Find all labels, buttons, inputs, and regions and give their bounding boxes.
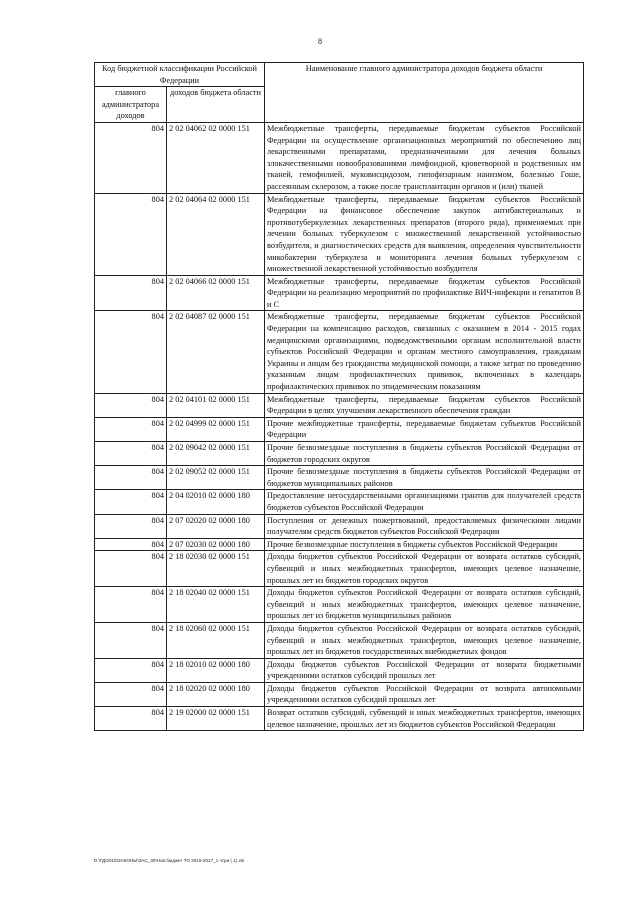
table-row	[95, 311, 584, 393]
admin-code-cell: 804	[95, 193, 167, 275]
income-code-cell: 2 02 04999 02 0000 151	[167, 417, 265, 441]
income-name-cell: Прочие безвозмездные поступления в бюджеты субъектов Российской Федерации	[265, 538, 584, 551]
admin-code-cell: 804	[95, 538, 167, 551]
table-row	[95, 622, 584, 658]
budget-classification-header: Код бюджетной классификации Российской Федерации	[95, 63, 265, 87]
table-row	[95, 587, 584, 623]
income-code-cell: 2 04 02010 02 0000 180	[167, 490, 265, 514]
income-name-cell: Возврат остатков субсидий, субвенций и иных межбюджетных трансфертов, имеющих целевое назначение, прошлых лет из бюджетов субъектов Российской Федерации	[265, 707, 584, 731]
admin-code-cell: 804	[95, 393, 167, 417]
page-number: 8	[318, 37, 322, 46]
income-name-cell: Межбюджетные трансферты, передаваемые бюджетам субъектов Российской Федерации на компенсацию расходов, связанных с оказанием в 2014 - 2015 годах медицинскими организациями, подведомственными органам исполнительной власти субъектов Российской Федерации и органам местного самоуправления, гражданам Украины и лицам без гражданства медицинской помощи, а также затрат по проведению указанным лицам профилактических прививок, включенных в календарь профилактических прививок по эпидемическим показаниям	[265, 311, 584, 393]
admin-code-cell: 804	[95, 587, 167, 623]
table-row	[95, 122, 584, 193]
admin-code-cell: 804	[95, 417, 167, 441]
admin-code-cell: 804	[95, 551, 167, 587]
income-sources-table	[94, 62, 584, 731]
table-row	[95, 707, 584, 731]
income-code-cell: 2 02 04066 02 0000 151	[167, 275, 265, 311]
income-code-cell: 2 07 02020 02 0000 180	[167, 514, 265, 538]
income-name-cell: Межбюджетные трансферты, передаваемые бюджетам субъектов Российской Федерации на финансовое обеспечение закупок антибактериальных и противотуберкулезных лекарственных препаратов (второго ряда), применяемых при лечении больных туберкулезом с множественной лекарственной устойчивостью возбудителя, и диагностических средств для выявления, определения чувствительности микобактерии туберкулеза и мониторинга лечения больных туберкулезом с множественной лекарственной устойчивостью возбудителя	[265, 193, 584, 275]
income-name-cell: Прочие безвозмездные поступления в бюджеты субъектов Российской Федерации от бюджетов городских округов	[265, 442, 584, 466]
table-row	[95, 275, 584, 311]
income-code-cell: 2 19 02000 02 0000 151	[167, 707, 265, 731]
income-code-cell: 2 07 02030 02 0000 180	[167, 538, 265, 551]
administrator-name-header: Наименование главного администратора доходов бюджета области	[265, 63, 584, 123]
table-row	[95, 658, 584, 682]
admin-code-cell: 804	[95, 707, 167, 731]
income-name-cell: Доходы бюджетов субъектов Российской Федерации от возврата бюджетными учреждениями остатков субсидий прошлых лет	[265, 658, 584, 682]
table-row	[95, 393, 584, 417]
admin-code-header: главного администратора доходов	[95, 87, 167, 123]
income-code-cell: 2 02 04101 02 0000 151	[167, 393, 265, 417]
table-row	[95, 193, 584, 275]
admin-code-cell: 804	[95, 490, 167, 514]
admin-code-cell: 804	[95, 275, 167, 311]
income-name-cell: Доходы бюджетов субъектов Российской Федерации от возврата остатков субсидий, субвенций и иных межбюджетных трансфертов, имеющих целевое назначение, прошлых лет из бюджетов муниципальных районов	[265, 587, 584, 623]
income-name-cell: Доходы бюджетов субъектов Российской Федерации от возврата остатков субсидий, субвенций и иных межбюджетных трансфертов, имеющих целевое назначение, прошлых лет из бюджетов государственных внебюджетных фондов	[265, 622, 584, 658]
table-row	[95, 538, 584, 551]
admin-code-cell: 804	[95, 122, 167, 193]
income-name-cell: Межбюджетные трансферты, передаваемые бюджетам субъектов Российской Федерации на реализацию мероприятий по профилактике ВИЧ-инфекции и гепатитов В и С	[265, 275, 584, 311]
table-row	[95, 442, 584, 466]
income-name-cell: Прочие безвозмездные поступления в бюджеты субъектов Российской Федерации от бюджетов муниципальных районов	[265, 466, 584, 490]
admin-code-cell: 804	[95, 442, 167, 466]
table-row	[95, 466, 584, 490]
income-code-cell: 2 02 09042 02 0000 151	[167, 442, 265, 466]
admin-code-cell: 804	[95, 514, 167, 538]
income-code-cell: 2 18 02010 02 0000 180	[167, 658, 265, 682]
income-code-cell: 2 18 02040 02 0000 151	[167, 587, 265, 623]
table-row	[95, 682, 584, 706]
income-name-cell: Прочие межбюджетные трансферты, передаваемые бюджетам субъектов Российской Федерации	[265, 417, 584, 441]
income-name-cell: Доходы бюджетов субъектов Российской Федерации от возврата автономными учреждениями остатков субсидий прошлых лет	[265, 682, 584, 706]
table-row	[95, 490, 584, 514]
table-row	[95, 551, 584, 587]
admin-code-cell: 804	[95, 622, 167, 658]
admin-code-cell: 804	[95, 466, 167, 490]
income-name-cell: Поступления от денежных пожертвований, предоставляемых физическими лицами получателям средств бюджетов субъектов Российской Федерации	[265, 514, 584, 538]
admin-code-cell: 804	[95, 658, 167, 682]
income-name-cell: Межбюджетные трансферты, передаваемые бюджетам субъектов Российской Федерации в целях улучшения лекарственного обеспечения граждан	[265, 393, 584, 417]
admin-code-cell: 804	[95, 682, 167, 706]
income-code-cell: 2 02 09052 02 0000 151	[167, 466, 265, 490]
income-name-cell: Межбюджетные трансферты, передаваемые бюджетам субъектов Российской Федерации на осуществление организационных мероприятий по обеспечению лиц лекарственными препаратами, предназначенными для лечения больных злокачественными новообразованиями лимфоидной, кроветворной и родственных им тканей, гемофилией, муковисцидозом, гипофизарным нанизмом, болезнью Гоше, рассеянным склерозом, а также после трансплантации органов и (или) тканей	[265, 122, 584, 193]
income-code-cell: 2 18 02030 02 0000 151	[167, 551, 265, 587]
table-row	[95, 417, 584, 441]
income-code-cell: 2 18 02060 02 0000 151	[167, 622, 265, 658]
table-row	[95, 514, 584, 538]
income-name-cell: Предоставление негосударственными организациями грантов для получателей средств бюджетов субъектов Российской Федерации	[265, 490, 584, 514]
file-path-footer: D:\ГД\2015\ЗАКОНЫ\ЗАС_30\Нов.бюджет ТО 2015-2017_1 чтри ( 1).xls	[94, 858, 245, 863]
admin-code-cell: 804	[95, 311, 167, 393]
income-code-cell: 2 02 04087 02 0000 151	[167, 311, 265, 393]
income-code-cell: 2 02 04062 02 0000 151	[167, 122, 265, 193]
income-code-cell: 2 18 02020 02 0000 180	[167, 682, 265, 706]
income-code-cell: 2 02 04064 02 0000 151	[167, 193, 265, 275]
income-code-header: доходов бюджета области	[167, 87, 265, 123]
income-name-cell: Доходы бюджетов субъектов Российской Федерации от возврата остатков субсидий, субвенций и иных межбюджетных трансфертов, имеющих целевое назначение, прошлых лет из бюджетов городских округов	[265, 551, 584, 587]
